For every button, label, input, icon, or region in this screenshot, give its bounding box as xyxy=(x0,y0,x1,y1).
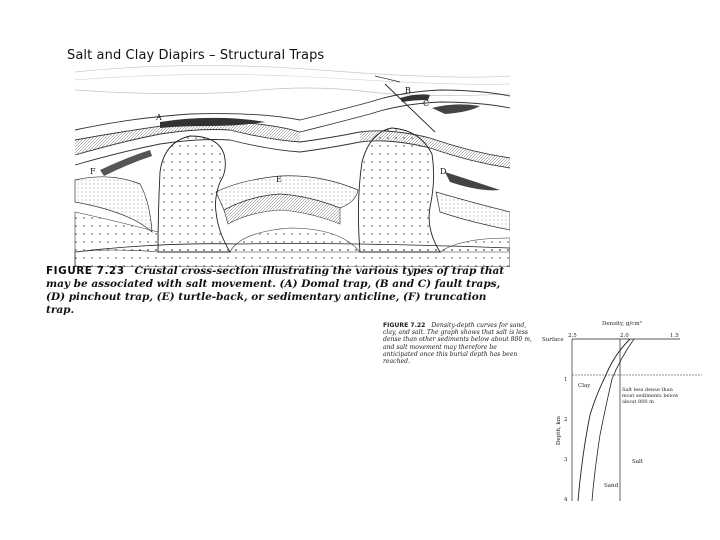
trap-label-e: E xyxy=(276,175,282,184)
figure-723-number: FIGURE 7.23 xyxy=(46,265,125,277)
figure-723-caption xyxy=(46,265,506,317)
density-depth-graph xyxy=(530,315,710,525)
salt-trap-cross-section xyxy=(40,62,510,267)
depth-tick-4: 4 xyxy=(564,497,568,503)
density-tick-1: 2.5 xyxy=(568,333,577,339)
sand-curve-label: Sand xyxy=(604,483,619,489)
salt-curve-label: Salt xyxy=(632,459,644,465)
clay-curve-label: Clay xyxy=(578,383,591,389)
trap-label-b: B xyxy=(405,86,411,95)
trap-label-a: A xyxy=(156,113,162,122)
depth-tick-1: 1 xyxy=(564,377,568,383)
figure-722-caption-text: Density-depth curves for sand, clay, and salt. The graph shows that salt is less dense than other sediments below about 800 m, and salt movement may therefore be anticipated once this burial depth has been reached. xyxy=(383,322,532,366)
slide-title: Salt and Clay Diapirs – Structural Traps xyxy=(67,48,325,63)
figure-723-caption-text: Crustal cross-section illustrating the various types of trap that may be associated with salt movement. (A) Domal trap, (B and C) fault traps, (D) pinchout trap, (E) turtle-back, or sedimentary anticline, (F) truncation trap. xyxy=(46,265,505,316)
depth-tick-2: 2 xyxy=(564,417,568,423)
trap-label-d: D xyxy=(440,167,447,176)
density-tick-3: 1.5 xyxy=(670,333,679,339)
salt-density-annotation: Salt less dense than most sediments below about 800 m xyxy=(622,387,679,405)
figure-722-caption xyxy=(383,322,533,365)
density-tick-2: 2.0 xyxy=(620,333,629,339)
depth-tick-3: 3 xyxy=(564,457,568,463)
figure-722-number: FIGURE 7.22 xyxy=(383,322,426,329)
depth-axis-label: Depth, km xyxy=(556,416,562,445)
density-axis-label: Density, g/cm³ xyxy=(602,321,642,327)
trap-label-f: F xyxy=(90,167,96,176)
surface-label: Surface xyxy=(542,337,564,343)
trap-label-c: C xyxy=(423,99,430,108)
